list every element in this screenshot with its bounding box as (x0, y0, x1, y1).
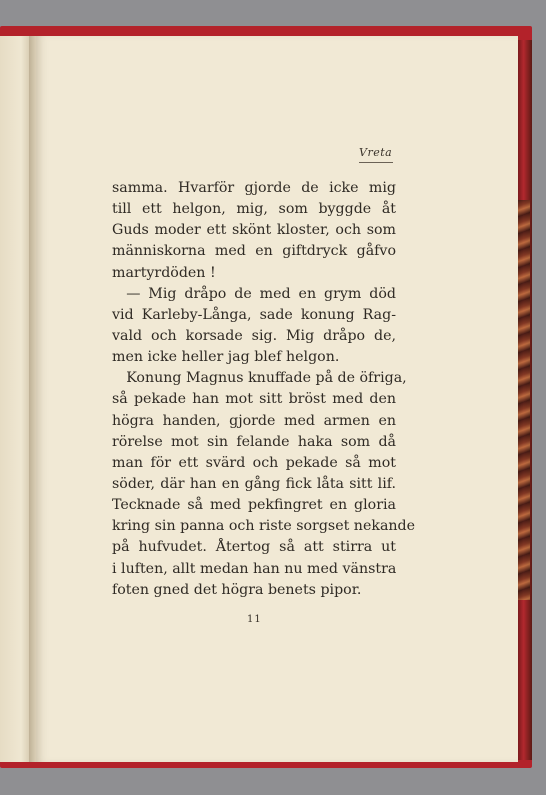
text-line: Konung Magnus knuffade på de öfriga, (112, 370, 407, 387)
left-page-edge (0, 36, 31, 762)
text-line: på hufvudet. Återtog så att stirra ut (112, 539, 396, 556)
text-line: Tecknade så med pekfingret en gloria (112, 497, 396, 514)
text-line: men icke heller jag blef helgon. (112, 349, 340, 366)
text-line: till ett helgon, mig, som byggde åt (112, 201, 396, 218)
text-line: i luften, allt medan han nu med vänstra (112, 560, 397, 577)
text-line: — Mig dråpo de med en grym död (112, 285, 396, 302)
body-text (112, 178, 416, 601)
text-line: foten gned det högra benets pipor. (112, 581, 362, 598)
marbled-page-edge (518, 200, 530, 600)
text-line: kring sin panna och riste sorgset nekande (112, 518, 416, 535)
text-line: vald och korsade sig. Mig dråpo de, (112, 327, 396, 344)
running-head-rule (359, 162, 393, 163)
text-line: Guds moder ett skönt kloster, och som (112, 222, 396, 239)
text-line: man för ett svärd och pekade så mot (112, 454, 396, 471)
text-line: samma. Hvarför gjorde de icke mig (112, 180, 396, 196)
text-line: så pekade han mot sitt bröst med den (112, 391, 396, 408)
text-line: vid Karleby-Långa, sade konung Rag- (112, 306, 396, 323)
text-line: martyrdöden ! (112, 264, 216, 281)
running-head: Vreta (359, 146, 393, 159)
page-number: 11 (247, 614, 262, 625)
text-line: söder, där han en gång fick låta sitt lif. (112, 475, 396, 492)
text-line: högra handen, gjorde med armen en (112, 412, 396, 429)
text-line: rörelse mot sin felande haka som då (112, 433, 396, 450)
text-line: människorna med en giftdryck gåfvo (112, 243, 396, 260)
